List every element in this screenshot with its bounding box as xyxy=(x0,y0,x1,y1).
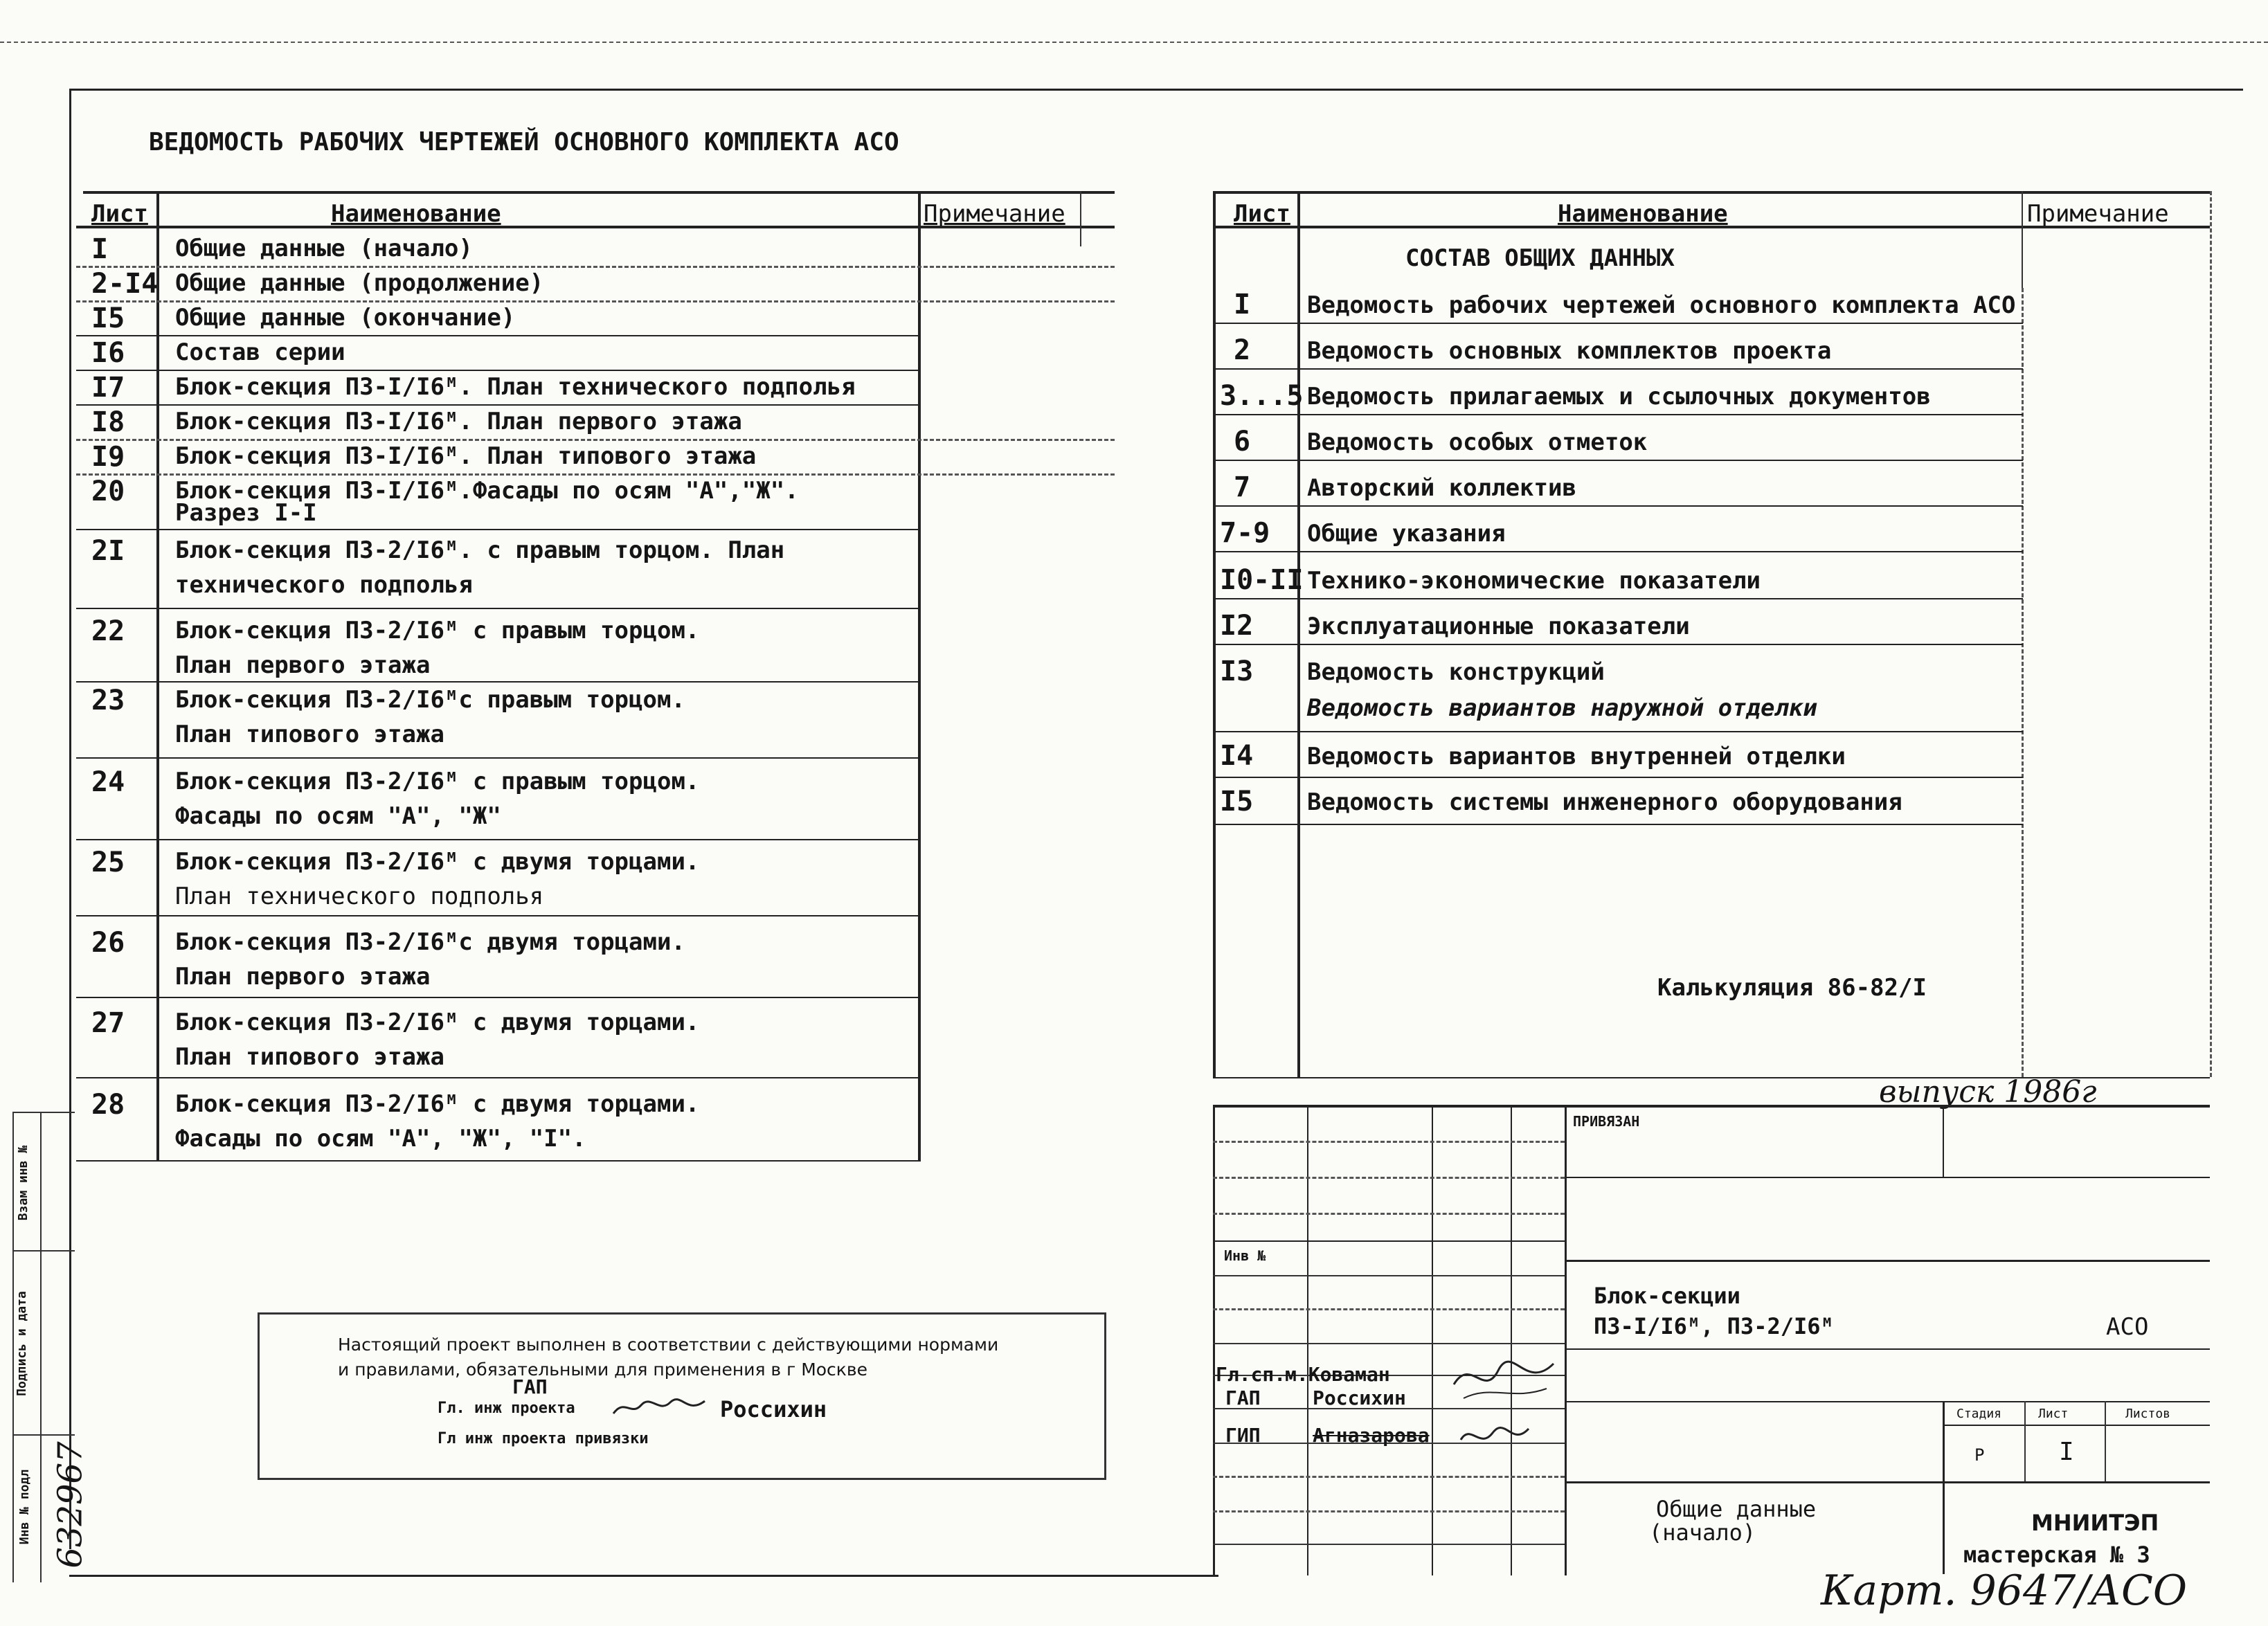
left-row-10-name-line1: Блок-секция П3-2/I6ᴹ с правым торцом. xyxy=(175,617,700,644)
left-row-separator xyxy=(76,608,921,609)
page-title: ВЕДОМОСТЬ РАБОЧИХ ЧЕРТЕЖЕЙ ОСНОВНОГО КОМПЛЕКТА АСО xyxy=(149,128,899,156)
left-row-8-name-line2: Разрез I-I xyxy=(175,499,317,527)
left-col-divider-1 xyxy=(156,191,159,1160)
stamp-row-rule xyxy=(1213,1343,1565,1344)
right-row-6-name: Общие указания xyxy=(1307,520,1506,548)
left-row-5-name: Блок-секция П3-I/I6ᴹ. План технического подполья xyxy=(175,373,856,401)
stamp-row-rule xyxy=(1213,1240,1565,1242)
left-row-1-sheet: I xyxy=(91,233,109,265)
left-row-14-sheet: 26 xyxy=(91,927,125,959)
right-row-11-sheet: I5 xyxy=(1220,786,1254,817)
right-row-separator xyxy=(1213,505,2023,507)
stamp-left xyxy=(1213,1105,1215,1575)
stamp-row-rule xyxy=(1213,1141,1565,1143)
left-row-separator xyxy=(76,370,921,371)
right-row-1-sheet: I xyxy=(1234,289,1251,320)
left-row-15-name-line2: План типового этажа xyxy=(175,1043,444,1071)
note-line-1: Настоящий проект выполнен в соответствии с действующими нормами xyxy=(338,1335,999,1355)
right-row-5-sheet: 7 xyxy=(1234,471,1251,503)
right-row-separator xyxy=(1213,824,2023,825)
stamp-role-3: ГИП xyxy=(1225,1424,1261,1447)
stamp-attached-divider xyxy=(1943,1105,1944,1177)
right-edge xyxy=(2210,191,2212,1077)
left-col-divider-3 xyxy=(1080,191,1081,246)
left-row-separator xyxy=(76,681,921,683)
right-header-sheet: Лист xyxy=(1234,200,1290,228)
frame-left xyxy=(69,89,71,1549)
stamp-row-rule xyxy=(1213,1275,1565,1276)
stamp-doc-name-line2: (начало) xyxy=(1649,1519,1756,1546)
stamp-col-d xyxy=(1565,1105,1567,1575)
left-row-9-name-line1: Блок-секция П3-2/I6ᴹ. с правым торцом. План xyxy=(175,536,785,564)
margin-inv-number: 632967 xyxy=(51,1441,90,1569)
right-row-separator xyxy=(1213,551,2023,552)
stamp-col-c xyxy=(1511,1105,1512,1575)
left-row-8-name-line1: Блок-секция П3-I/I6ᴹ.Фасады по осям "А","Ж". xyxy=(175,477,799,505)
left-row-12-sheet: 24 xyxy=(91,766,125,798)
stamp-object-line2: П3-I/I6ᴹ, П3-2/I6ᴹ xyxy=(1594,1313,1834,1339)
left-header-name: Наименование xyxy=(331,200,501,228)
stamp-inv-no-label: Инв № xyxy=(1224,1247,1266,1264)
right-row-3-sheet: 3...5 xyxy=(1220,380,1304,412)
stamp-stage-label: Стадия xyxy=(1956,1407,2002,1421)
left-row-7-name: Блок-секция П3-I/I6ᴹ. План типового этажа xyxy=(175,442,757,470)
stamp-signature-2 xyxy=(1457,1419,1533,1454)
left-row-10-sheet: 22 xyxy=(91,615,125,647)
right-row-3-name: Ведомость прилагаемых и ссылочных документов xyxy=(1307,383,1931,410)
stamp-stage-left xyxy=(1943,1401,1945,1574)
archive-mark: Карт. 9647/АСО xyxy=(1821,1566,2188,1615)
stamp-row-rule xyxy=(1213,1544,1565,1545)
left-row-6-name: Блок-секция П3-I/I6ᴹ. План первого этажа xyxy=(175,408,742,435)
right-row-separator xyxy=(1213,777,2023,778)
margin-rule xyxy=(12,1250,75,1252)
stamp-right-rule xyxy=(1565,1177,2210,1178)
right-section-title: СОСТАВ ОБЩИХ ДАННЫХ xyxy=(1405,244,1675,272)
left-row-5-sheet: I7 xyxy=(91,372,125,404)
left-row-separator xyxy=(76,915,921,916)
left-header-note: Примечание xyxy=(924,200,1065,228)
left-row-15-sheet: 27 xyxy=(91,1007,125,1039)
stamp-code: АСО xyxy=(2106,1313,2149,1341)
left-row-13-name-line1: Блок-секция П3-2/I6ᴹ с двумя торцами. xyxy=(175,848,700,876)
left-row-16-sheet: 28 xyxy=(91,1089,125,1121)
note-gap-label: ГАП xyxy=(512,1375,548,1398)
right-row-10-name: Ведомость вариантов внутренней отделки xyxy=(1307,743,1846,770)
stamp-role-1: Гл.сп. xyxy=(1216,1363,1286,1386)
left-row-12-name-line2: Фасады по осям "А", "Ж" xyxy=(175,802,501,830)
left-row-2-name: Общие данные (продолжение) xyxy=(175,269,544,297)
left-col-divider-2 xyxy=(918,191,921,1160)
stamp-right-rule xyxy=(1943,1425,2210,1426)
calculation-label: Калькуляция 86-82/I xyxy=(1657,974,1927,1002)
left-row-separator xyxy=(76,529,921,530)
stamp-sheets-label: Листов xyxy=(2125,1407,2171,1421)
stamp-role-2: ГАП xyxy=(1225,1386,1261,1409)
left-row-9-sheet: 2I xyxy=(91,535,125,567)
stamp-right-rule xyxy=(1565,1260,2210,1262)
left-row-separator xyxy=(76,404,921,406)
right-header-name: Наименование xyxy=(1558,200,1728,228)
stamp-col-a xyxy=(1307,1105,1308,1575)
stamp-org-line2: мастерская № 3 xyxy=(1963,1542,2150,1568)
left-row-separator xyxy=(76,266,1115,268)
right-row-4-sheet: 6 xyxy=(1234,426,1251,458)
stamp-sheet-value: I xyxy=(2059,1438,2074,1466)
left-table-top xyxy=(83,191,1115,194)
stamp-row-rule xyxy=(1213,1177,1565,1179)
stamp-col-b xyxy=(1432,1105,1433,1575)
left-row-separator xyxy=(76,335,921,336)
right-row-9-name-line1: Ведомость конструкций xyxy=(1307,658,1605,686)
note-chief-name: Россихин xyxy=(720,1396,827,1422)
right-row-9-name-line2: Ведомость вариантов наружной отделки xyxy=(1307,694,1817,722)
right-row-6-sheet: 7-9 xyxy=(1220,517,1270,549)
left-row-14-name-line1: Блок-секция П3-2/I6ᴹс двумя торцами. xyxy=(175,928,685,956)
left-row-2-sheet: 2-I4 xyxy=(91,268,159,300)
left-row-7-sheet: I9 xyxy=(91,441,125,473)
stamp-org-line1: МНИИТЭП xyxy=(2031,1510,2159,1536)
note-binding-label: Гл инж проекта привязки xyxy=(438,1430,649,1447)
left-row-1-name: Общие данные (начало) xyxy=(175,235,473,262)
right-row-5-name: Авторский коллектив xyxy=(1307,474,1576,502)
margin-swap-inv: Взам инв № xyxy=(16,1145,31,1221)
left-row-10-name-line2: План первого этажа xyxy=(175,651,431,679)
right-row-9-sheet: I3 xyxy=(1220,656,1254,687)
left-row-4-name: Состав серии xyxy=(175,338,345,366)
left-row-11-sheet: 23 xyxy=(91,685,125,716)
right-row-7-name: Технико-экономические показатели xyxy=(1307,567,1761,595)
note-chief-label: Гл. инж проекта xyxy=(438,1400,575,1417)
stamp-name-1: м.Коваман xyxy=(1285,1363,1390,1386)
stamp-stage-value: Р xyxy=(1974,1445,1985,1465)
chief-signature xyxy=(611,1393,708,1420)
right-row-8-name: Эксплуатационные показатели xyxy=(1307,613,1690,640)
stamp-right-rule xyxy=(1565,1481,2210,1483)
stamp-stage-divider-1 xyxy=(2024,1401,2026,1481)
left-header-sheet: Лист xyxy=(91,200,148,228)
right-col-divider-2-dashed xyxy=(2022,288,2024,1077)
stamp-sheet-label: Лист xyxy=(2038,1407,2069,1421)
issue-year: выпуск 1986г xyxy=(1879,1074,2097,1110)
stamp-row-rule xyxy=(1213,1476,1565,1478)
stamp-attached-label: ПРИВЯЗАН xyxy=(1573,1113,1640,1130)
stamp-name-3: Агназарова xyxy=(1313,1424,1430,1447)
left-row-9-name-line2: технического подполья xyxy=(175,571,473,599)
left-row-4-sheet: I6 xyxy=(91,337,125,369)
right-row-10-sheet: I4 xyxy=(1220,740,1254,772)
left-row-16-name-line2: Фасады по осям "А", "Ж", "I". xyxy=(175,1125,586,1153)
margin-rule xyxy=(12,1434,75,1436)
note-line-2: и правилами, обязательными для применения в г Москве xyxy=(338,1359,868,1380)
right-frame-left xyxy=(1213,191,1216,1077)
margin-line xyxy=(40,1112,42,1582)
frame-bottom xyxy=(69,1575,1218,1577)
right-col-divider-1 xyxy=(1297,191,1300,1077)
margin-rule xyxy=(12,1112,75,1113)
margin-line xyxy=(12,1112,14,1582)
left-row-11-name-line2: План типового этажа xyxy=(175,721,444,748)
left-row-6-sheet: I8 xyxy=(91,406,125,438)
right-row-separator xyxy=(1213,731,2023,732)
right-row-separator xyxy=(1213,460,2023,461)
stamp-top xyxy=(1213,1105,2210,1108)
frame-top xyxy=(69,89,2243,91)
left-row-13-sheet: 25 xyxy=(91,847,125,878)
right-row-separator xyxy=(1213,644,2023,645)
left-row-8-sheet: 20 xyxy=(91,476,125,507)
left-row-separator xyxy=(76,997,921,998)
stamp-name-2: Россихин xyxy=(1313,1386,1406,1409)
left-row-11-name-line1: Блок-секция П3-2/I6ᴹс правым торцом. xyxy=(175,686,685,714)
left-row-15-name-line1: Блок-секция П3-2/I6ᴹ с двумя торцами. xyxy=(175,1009,700,1036)
stamp-right-rule xyxy=(1565,1401,2210,1402)
stamp-row-rule xyxy=(1213,1308,1565,1310)
left-row-separator xyxy=(76,300,1115,302)
right-col-divider-2 xyxy=(2022,191,2023,288)
stamp-row-rule xyxy=(1213,1213,1565,1215)
margin-inv-orig: Инв № подл xyxy=(17,1469,33,1545)
left-row-12-name-line1: Блок-секция П3-2/I6ᴹ с правым торцом. xyxy=(175,768,700,795)
left-row-13-name-line2: План технического подполья xyxy=(175,883,544,910)
scan-edge-top xyxy=(0,42,2268,43)
right-row-11-name: Ведомость системы инженерного оборудования xyxy=(1307,788,1902,816)
right-row-separator xyxy=(1213,323,2023,324)
right-row-2-sheet: 2 xyxy=(1234,334,1251,366)
right-row-2-name: Ведомость основных комплектов проекта xyxy=(1307,337,1832,365)
right-table-top xyxy=(1213,191,2210,194)
stamp-doc-name-line1: Общие данные xyxy=(1656,1496,1817,1522)
stamp-signature-1 xyxy=(1450,1350,1560,1405)
left-row-14-name-line2: План первого этажа xyxy=(175,963,431,991)
left-row-3-name: Общие данные (окончание) xyxy=(175,304,516,332)
left-table-bottom xyxy=(76,1160,921,1162)
right-row-separator xyxy=(1213,414,2023,415)
right-row-7-sheet: I0-II xyxy=(1220,564,1304,596)
left-row-separator xyxy=(76,757,921,759)
left-row-separator xyxy=(76,1077,921,1078)
stamp-object-line1: Блок-секции xyxy=(1594,1283,1740,1309)
left-row-separator xyxy=(76,839,921,840)
right-row-8-sheet: I2 xyxy=(1220,610,1254,642)
stamp-stage-divider-2 xyxy=(2105,1401,2106,1481)
margin-sign-date: Подпись и дата xyxy=(14,1291,29,1396)
stamp-row-rule xyxy=(1213,1510,1565,1512)
right-row-separator xyxy=(1213,598,2023,599)
right-row-4-name: Ведомость особых отметок xyxy=(1307,428,1648,456)
left-row-3-sheet: I5 xyxy=(91,302,125,334)
left-row-16-name-line1: Блок-секция П3-2/I6ᴹ с двумя торцами. xyxy=(175,1090,700,1118)
right-row-separator xyxy=(1213,368,2023,370)
right-header-note: Примечание xyxy=(2027,200,2169,228)
left-row-separator xyxy=(76,473,1115,476)
left-row-separator xyxy=(76,439,1115,441)
stamp-right-rule xyxy=(1565,1348,2210,1350)
right-row-1-name: Ведомость рабочих чертежей основного комплекта АСО xyxy=(1307,291,2016,319)
